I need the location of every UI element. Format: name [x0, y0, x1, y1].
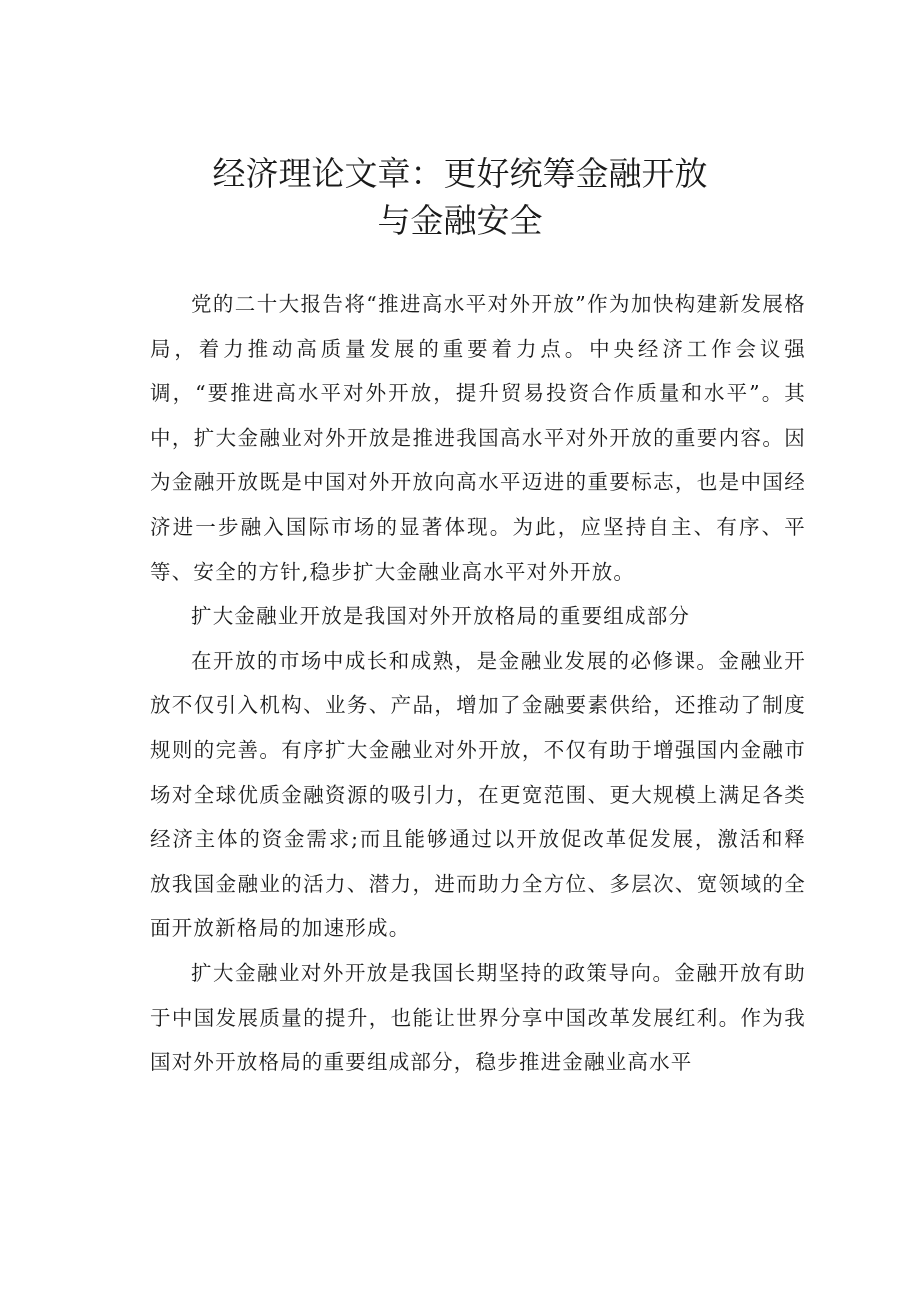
document-title — [0, 150, 920, 244]
title-line-2: 与金融安全 — [377, 201, 543, 240]
paragraph-intro: 党的二十大报告将“推进高水平对外开放”作为加快构建新发展格局，着力推动高质量发展的重要着力点。中央经济工作会议强调，“要推进高水平对外开放，提升贸易投资合作质量和水平”。其中，扩大金融业对外开放是推进我国高水平对外开放的重要内容。因为金融开放既是中国对外开放向高水平迈进的重要标志，也是中国经济进一步融入国际市场的显著体现。为此，应坚持自主、有序、平等、安全的方针,稳步扩大金融业高水平对外开放。 — [150, 292, 806, 584]
section-heading: 扩大金融业开放是我国对外开放格局的重要组成部分 — [191, 604, 691, 629]
paragraph-policy: 扩大金融业对外开放是我国长期坚持的政策导向。金融开放有助于中国发展质量的提升，也能让世界分享中国改革发展红利。作为我国对外开放格局的重要组成部分，稳步推进金融业高水平 — [150, 960, 806, 1075]
paragraph-growth: 在开放的市场中成长和成熟，是金融业发展的必修课。金融业开放不仅引入机构、业务、产品，增加了金融要素供给，还推动了制度规则的完善。有序扩大金融业对外开放，不仅有助于增强国内金融市场对全球优质金融资源的吸引力，在更宽范围、更大规模上满足各类经济主体的资金需求;而且能够通过以开放促改革促发展，激活和释放我国金融业的活力、潜力，进而助力全方位、多层次、宽领域的全面开放新格局的加速形成。 — [150, 648, 806, 941]
document-body — [150, 282, 806, 1085]
title-line-1: 经济理论文章：更好统筹金融开放 — [212, 154, 708, 193]
